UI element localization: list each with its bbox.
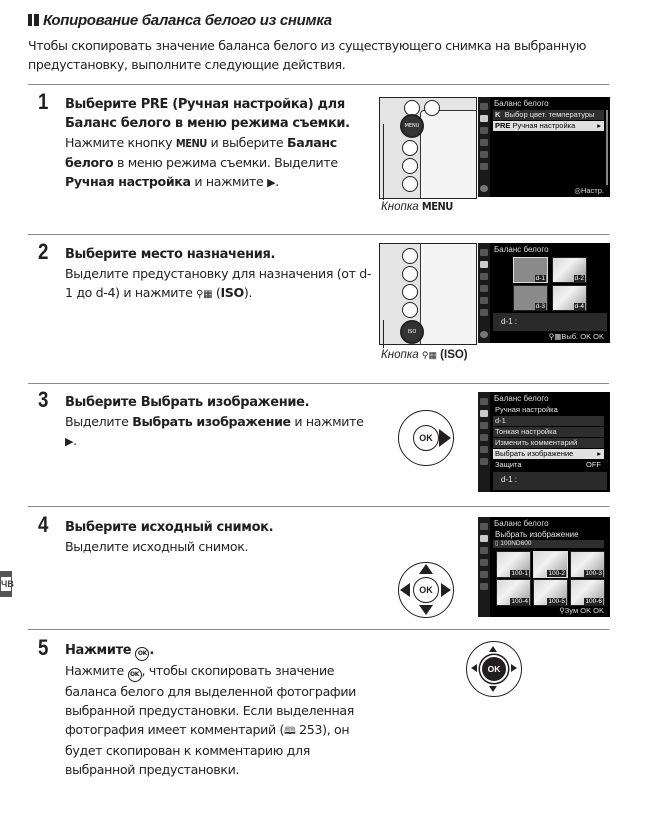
step-heading: Выберите Выбрать изображение. (65, 395, 310, 410)
lcd-menu-item[interactable]: Защита OFF (493, 460, 604, 471)
step-description: Выделите исходный снимок. (65, 539, 249, 554)
image-thumbnail[interactable]: 100-1 (496, 551, 531, 578)
lcd-footer: ◎Настр. (574, 186, 604, 195)
multi-selector-ok (466, 641, 522, 697)
step-number: 2 (38, 239, 49, 264)
up-arrow-icon (489, 646, 497, 652)
lcd-title: Баланс белого (494, 394, 549, 403)
step-heading: Нажмите OK . (65, 641, 375, 661)
page-reference-icon: 🕮 (284, 726, 296, 737)
left-arrow-icon (400, 583, 410, 597)
step-number: 3 (38, 387, 49, 412)
multi-selector-right (398, 410, 454, 466)
chapter-tab-label: ЧВ (1, 579, 14, 589)
lcd-menu-item[interactable]: Тонкая настройка (493, 427, 604, 438)
lcd-menu-item[interactable]: Изменить комментарий (493, 438, 604, 449)
lcd-title: Баланс белого (494, 519, 549, 528)
callout-line (383, 320, 384, 348)
preset-thumbnail[interactable]: d-2 (552, 257, 587, 283)
step-number: 1 (38, 89, 49, 114)
ok-button-icon: OK (482, 657, 506, 681)
delete-button-icon (424, 100, 440, 116)
right-arrow-icon (441, 583, 451, 597)
lcd-title: Баланс белого (494, 245, 549, 254)
divider (28, 84, 609, 85)
lcd-footer: ⚲Зум OK OK (559, 606, 604, 615)
retouch-button-icon (402, 140, 418, 156)
image-thumbnail[interactable]: 100-6 (570, 579, 605, 606)
step-description: Нажмите кнопку MENU и выберите Баланс белого в меню режима съемки. Выделите Ручная настройка и нажмите ▶. (65, 135, 338, 189)
right-arrow-icon: ▶ (267, 176, 276, 189)
lcd-menu-item-selected[interactable]: Выбрать изображение ▸ (493, 449, 604, 460)
callout-line (383, 124, 384, 200)
step-text (65, 245, 375, 304)
lcd-title: Баланс белого (494, 99, 549, 108)
down-arrow-icon (419, 605, 433, 615)
divider (28, 383, 609, 384)
preset-thumbnail[interactable]: d-4 (552, 285, 587, 311)
lcd-menu-item[interactable]: d-1 (493, 416, 604, 427)
up-arrow-icon (419, 564, 433, 574)
button-caption: Кнопка ⚲▦ (ISO) (381, 349, 468, 361)
step-heading: Выберите PRE (Ручная настройка) для Баланс белого в меню режима съемки. (65, 97, 350, 131)
preset-thumbnail[interactable]: d-3 (513, 285, 548, 311)
preset-comment: d-1 : (501, 317, 518, 326)
preset-thumbnail[interactable]: d-1 (513, 257, 548, 283)
intro-paragraph: Чтобы скопировать значение баланса белого из существующего снимка на выбранную предустановку, выполните следующие действия. (28, 38, 587, 72)
step-number: 4 (38, 512, 49, 537)
lcd-menu-white-balance (478, 97, 610, 197)
ok-button-icon: OK (413, 577, 439, 603)
step-number: 5 (38, 635, 49, 660)
lcd-footer: ⚲▦Выб. OK OK (548, 332, 604, 341)
divider (28, 506, 609, 507)
menu-button-icon: MENU (400, 114, 424, 138)
ok-button-icon: OK (128, 668, 142, 682)
down-arrow-icon (489, 686, 497, 692)
step-text (65, 641, 375, 779)
step-text (65, 518, 375, 556)
step-text (65, 393, 375, 451)
divider (28, 234, 609, 235)
step-description: Нажмите OK , чтобы скопировать значение баланса белого для выделенной фотографии выбранной предустановки. Если выделенная фотография имеет комментарий (🕮 253), он будет скопирован к комментарию для выбранной предустановки. (65, 663, 357, 777)
section-marker-icon (28, 14, 39, 26)
chapter-tab (0, 571, 12, 597)
step-description: Выделите предустановку для назначения (от d-1 до d-4) и нажмите ⚲▦ (ISO). (65, 266, 372, 300)
step-heading: Выберите исходный снимок. (65, 520, 274, 535)
button-caption: Кнопка MENU (381, 200, 453, 213)
step-text (65, 95, 375, 192)
right-arrow-icon: ▶ (65, 435, 74, 448)
lcd-menu-item[interactable]: K Выбор цвет. температуры (493, 110, 604, 121)
lcd-image-picker (478, 517, 610, 617)
lcd-preset-menu (478, 392, 610, 492)
lcd-preset-selection (478, 243, 610, 343)
ok-button-icon: OK (135, 647, 149, 661)
right-arrow-icon (439, 429, 451, 447)
iso-button-icon: ISO (400, 320, 424, 344)
image-thumbnail[interactable]: 100-5 (533, 579, 568, 606)
camera-back-photo (379, 243, 477, 345)
zoom-in-button-icon (402, 176, 418, 192)
lcd-menu-item-selected[interactable]: PRE Ручная настройка ▸ (493, 121, 604, 132)
zoom-out-thumb-icon: ⚲▦ (196, 289, 213, 300)
section-title (28, 12, 332, 29)
image-thumbnail[interactable]: 100-4 (496, 579, 531, 606)
step-heading: Выберите место назначения. (65, 247, 276, 262)
right-arrow-icon (511, 664, 517, 672)
preset-comment: d-1 : (501, 475, 518, 484)
section-title-text: Копирование баланса белого из снимка (43, 12, 332, 29)
image-thumbnail-selected[interactable]: 100-2 (533, 551, 568, 578)
camera-back-photo (379, 97, 477, 199)
lcd-subtitle: Выбрать изображение (493, 530, 604, 541)
step-description: Выделите Выбрать изображение и нажмите ▶. (65, 414, 364, 448)
ok-button-icon: OK (413, 425, 439, 451)
wb-button-icon (402, 158, 418, 174)
lcd-menu-item: Ручная настройка (493, 405, 604, 416)
folder-name: ▯ 100ND600 (493, 540, 604, 549)
divider (28, 629, 609, 630)
image-thumbnail[interactable]: 100-3 (570, 551, 605, 578)
multi-selector-all (398, 562, 454, 618)
left-arrow-icon (471, 664, 477, 672)
